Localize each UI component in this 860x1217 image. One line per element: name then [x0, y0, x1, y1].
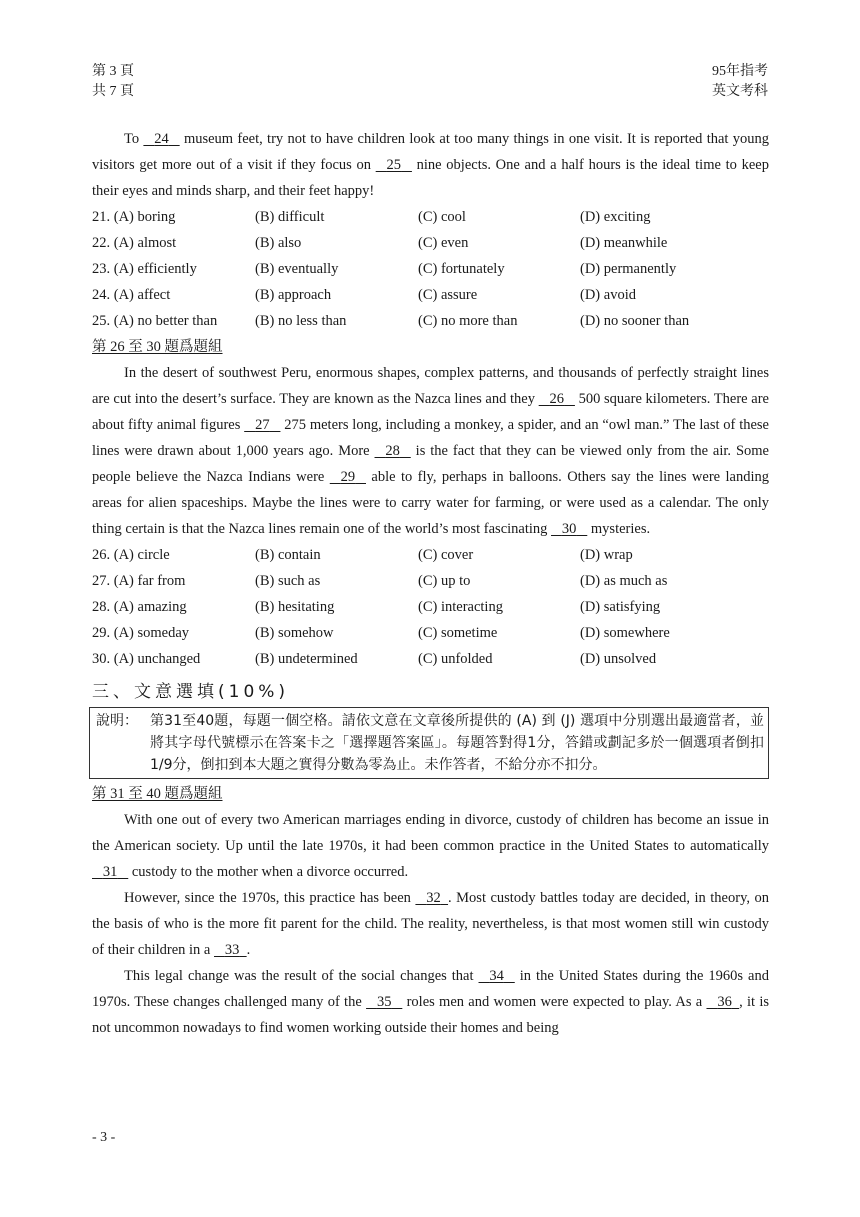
question-28-options: 28. (A) amazing (B) hesitating (C) interacting (D) satisfying [92, 599, 661, 615]
question-29-options: 29. (A) someday (B) somehow (C) sometime (D) somewhere [92, 625, 670, 641]
blank-32: 32 [426, 890, 441, 906]
blank-31: 31 [102, 864, 118, 880]
group-label-31-40: 第 31 至 40 題爲題組 [92, 786, 223, 802]
question-30-options: 30. (A) unchanged (B) undetermined (C) unfolded (D) unsolved [92, 651, 657, 667]
instructions-text: 第31至40題，每題一個空格。請依文意在文章後所提供的 (A) 到 (J) 選項中分別選出最適當者，並將其字母代號標示在答案卡之「選擇題答案區」。每題答對得1分，答錯或劃記多於一個選項者倒扣1/9分，倒扣到本大題之實得分數為零為止。未作答者，不給分亦不扣分。 [150, 713, 764, 773]
exam-year: 95年指考 [712, 64, 768, 79]
section-3-title: 三、文意選填(10%) [92, 682, 290, 702]
blank-36: 36 [717, 994, 732, 1010]
page-header-right [712, 62, 768, 102]
instructions-label: 說明： [96, 713, 138, 729]
blank-24: 24 [154, 131, 169, 147]
passage-museum: To 24 museum feet, try not to have children look at too many things in one visit. It is reported that young visitors get more out of a visit if they focus on 25 nine objects. One and a half hours is the ideal time to keep their eyes and minds sharp, and their feet happy! [92, 126, 769, 204]
group-label-26-30: 第 26 至 30 題爲題組 [92, 339, 223, 355]
blank-33: 33 [224, 942, 240, 958]
blank-26: 26 [549, 391, 565, 407]
passage-custody-p1: With one out of every two American marriages ending in divorce, custody of children has become an issue in the American society. Up until the late 1970s, it had been common practice in the United States to automatically 31 custody to the mother when a divorce occurred. [92, 807, 769, 885]
question-27-options: 27. (A) far from (B) such as (C) up to (D) as much as [92, 573, 668, 589]
blank-28: 28 [385, 443, 400, 459]
blank-25: 25 [386, 157, 402, 173]
question-25-options: 25. (A) no better than (B) no less than (C) no more than (D) no sooner than [92, 313, 690, 329]
exam-subject: 英文考科 [712, 84, 768, 99]
question-23-options: 23. (A) efficiently (B) eventually (C) fortunately (D) permanently [92, 261, 677, 277]
options-21-25 [92, 204, 769, 334]
question-22-options: 22. (A) almost (B) also (C) even (D) meanwhile [92, 235, 668, 251]
blank-34: 34 [489, 968, 504, 984]
question-21-options: 21. (A) boring (B) difficult (C) cool (D) exciting [92, 209, 651, 225]
page-content [92, 126, 769, 1041]
passage-custody-p2: However, since the 1970s, this practice has been 32 . Most custody battles today are decided, in theory, on the basis of who is the more fit parent for the child. The reality, nevertheless, is that most women still win custody of their children in a 33 . [92, 885, 769, 963]
page-number: 第 3 頁 [92, 64, 134, 79]
question-26-options: 26. (A) circle (B) contain (C) cover (D) wrap [92, 547, 633, 563]
passage-custody-p3: This legal change was the result of the social changes that 34 in the United States during the 1960s and 1970s. These changes challenged many of the 35 roles men and women were expected to play. As a 36 , it is not uncommon nowadays to find women working outside their homes and being [92, 963, 769, 1041]
blank-35: 35 [376, 994, 392, 1010]
page-footer: - 3 - [92, 1130, 116, 1145]
question-24-options: 24. (A) affect (B) approach (C) assure (D) avoid [92, 287, 636, 303]
options-26-30 [92, 542, 769, 672]
page-total: 共 7 頁 [92, 84, 134, 99]
page-header-left [92, 62, 134, 102]
instructions-box [89, 707, 769, 779]
blank-30: 30 [561, 521, 577, 537]
blank-29: 29 [340, 469, 356, 485]
blank-27: 27 [255, 417, 270, 433]
passage-nazca: In the desert of southwest Peru, enormous shapes, complex patterns, and thousands of perfectly straight lines are cut into the desert’s surface. They are known as the Nazca lines and they 26 500 square kilometers. There are about fifty animal figures 27 275 meters long, including a monkey, a spider, and an “owl man.” The last of these lines were drawn about 1,000 years ago. More 28 is the fact that they can be viewed only from the air. Some people believe the Nazca Indians were 29 able to fly, perhaps in balloons. Others say the lines were landing areas for alien spaceships. Maybe the lines were to carry water for farming, or were used as a calendar. The only thing certain is that the Nazca lines remain one of the world’s most fascinating 30 mysteries. [92, 360, 769, 542]
